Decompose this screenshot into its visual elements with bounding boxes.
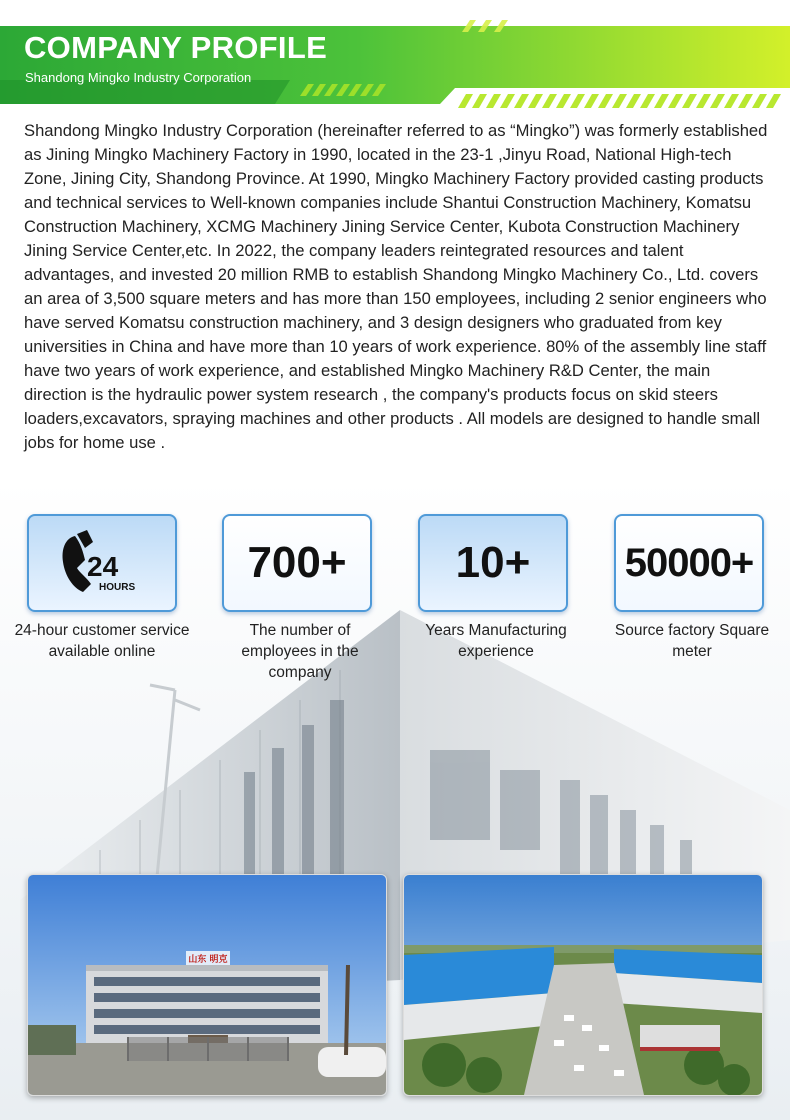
office-building-photo (27, 874, 387, 1096)
building-sign: 山东 明克 (188, 955, 228, 965)
stat-caption-employees: The number of employees in the company (241, 622, 359, 681)
stat-caption-years: Years Manufacturing experience (425, 622, 567, 660)
phone-24-icon (57, 528, 147, 598)
stat-card-employees (222, 514, 372, 612)
stat-value-square-meter: 50000+ (624, 540, 754, 585)
page-title: COMPANY PROFILE (24, 30, 328, 65)
page-subtitle: Shandong Mingko Industry Corporation (25, 70, 252, 85)
stat-value-employees: 700+ (247, 538, 347, 587)
stat-caption-square-meter: Source factory Square meter (614, 622, 770, 660)
stat-unit-hours: HOURS (99, 582, 136, 593)
header-banner (0, 18, 790, 110)
stat-value-years: 10+ (455, 538, 531, 587)
stat-card-24-hours (27, 514, 177, 612)
intro-paragraph: Shandong Mingko Industry Corporation (hereinafter referred to as “Mingko”) was formerly established as Jining Mingko Machinery Factory in 1990, located in the 23-1 ,Jinyu Road, National High-tech Zone, Jining City, Shandong Province. At 1990, Mingko Machinery Factory provided casting products and technical services to Well-known companies include Shantui Construction Machinery, Komatsu Construction Machinery, XCMG Machinery Jining Service Center, Kubota Construction Machinery Jining Service Center,etc. In 2022, the company leaders reintegrated resources and talent advantages, and invested 20 million RMB to establish Shandong Mingko Machinery Co., Ltd. covers an area of 3,500 square meters and has more than 150 employees, including 2 senior engineers who have served Komatsu construction machinery, and 3 design designers who graduated from key universities in China and have more than 10 years of work experience. 80% of the assembly line staff have two years of work experience, and established Mingko Machinery R&D Center, the main direction is the hydraulic power system research , the company's products focus on skid steers loaders,excavators, spraying machines and other products . All models are designed to handle small jobs for home use . (24, 121, 768, 452)
stat-card-years (418, 514, 568, 612)
stat-caption-24-hours: 24-hour customer service available online (14, 622, 190, 660)
stat-card-square-meter (614, 514, 764, 612)
aerial-factory-photo (403, 874, 763, 1096)
stat-value-24: 24 (87, 551, 119, 582)
